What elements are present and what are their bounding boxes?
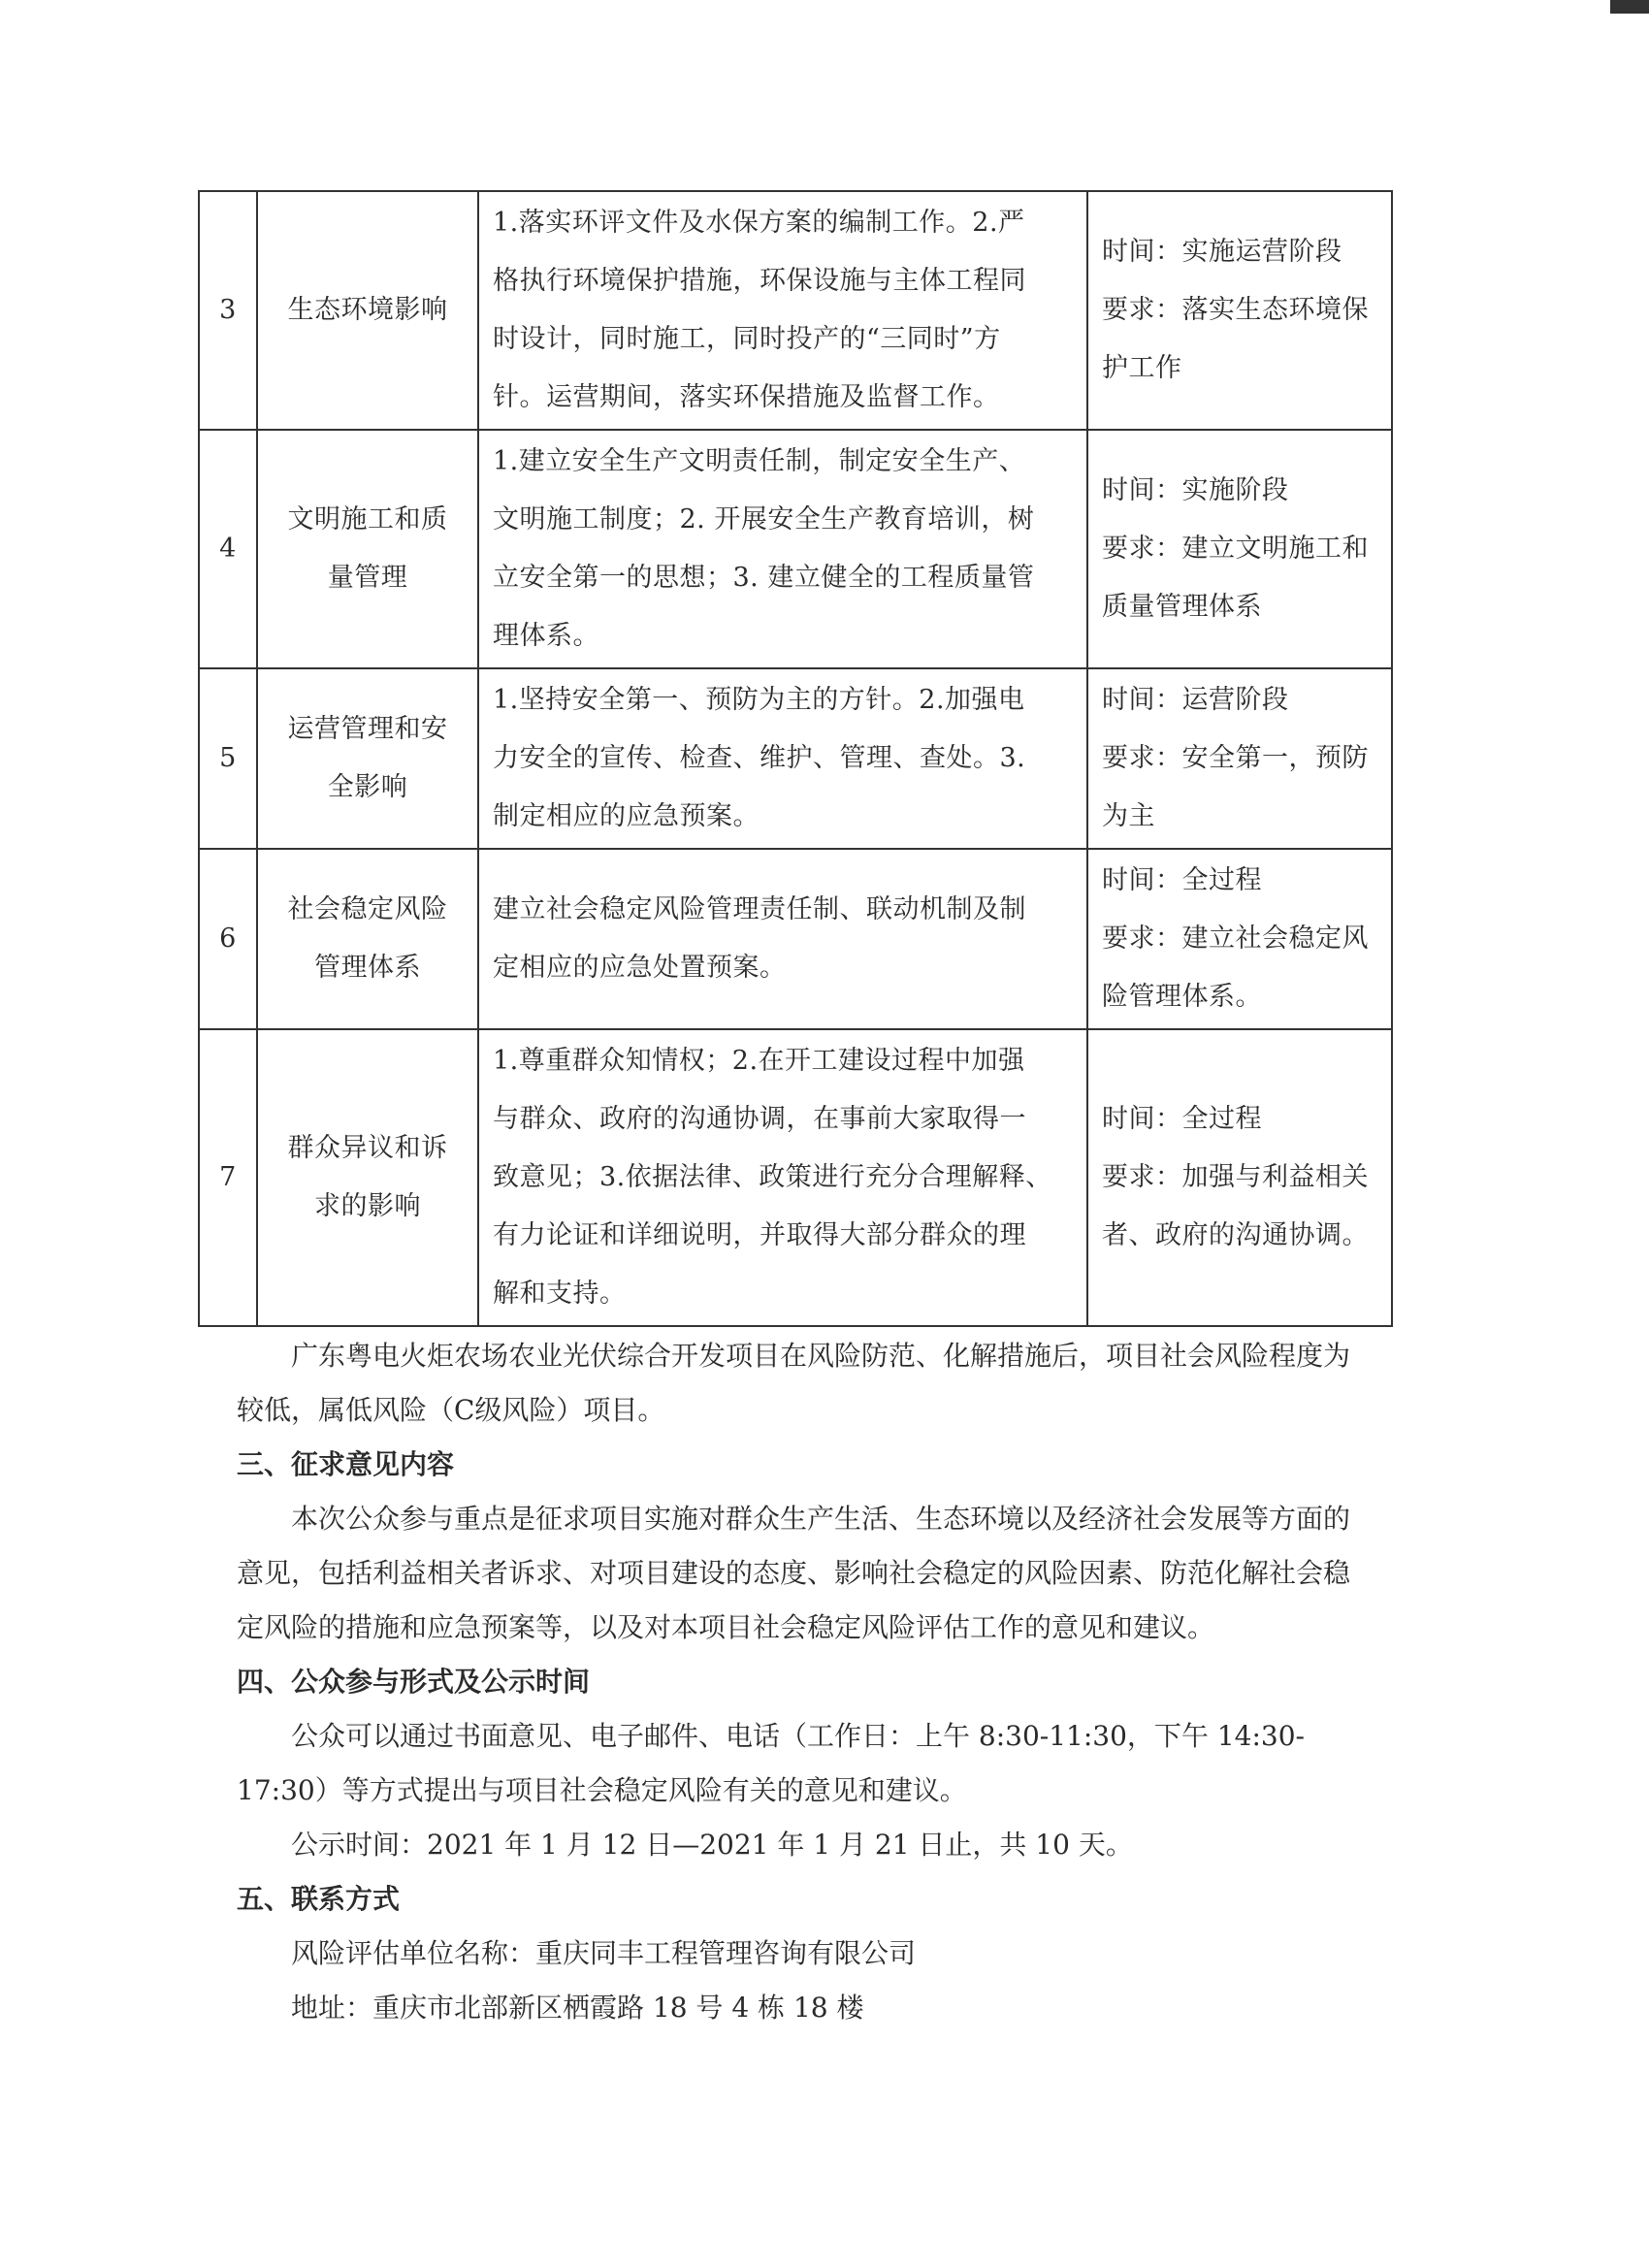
mitigation-measures-line: 理体系。 — [493, 621, 599, 651]
risk-category-line: 文明施工和质 — [287, 504, 448, 535]
mitigation-measures-line: 建立社会稳定风险管理责任制、联动机制及制 — [493, 894, 1026, 924]
risk-category-line: 生态环境影响 — [287, 295, 448, 325]
time-and-requirement-line: 为主 — [1102, 801, 1155, 831]
mitigation-measures-line: 致意见；3.依据法律、政策进行充分合理解释、 — [493, 1162, 1052, 1192]
risk-category — [257, 191, 478, 430]
mitigation-measures-line: 文明施工制度；2. 开展安全生产教育培训，树 — [493, 504, 1035, 535]
table-row — [199, 1029, 1392, 1326]
time-and-requirement-line: 者、政府的沟通协调。 — [1102, 1220, 1369, 1250]
section-5-heading: 五、联系方式 — [237, 1883, 401, 1915]
risk-category-line: 量管理 — [327, 563, 408, 593]
risk-category-line: 全影响 — [327, 772, 408, 802]
assessment-unit-name: 风险评估单位名称：重庆同丰工程管理咨询有限公司 — [291, 1937, 917, 1969]
mitigation-measures-line: 1.落实环评文件及水保方案的编制工作。2.严 — [493, 208, 1025, 238]
assessment-unit-address: 地址：重庆市北部新区栖霞路 18 号 4 栋 18 楼 — [291, 1992, 864, 2024]
mitigation-measures-line: 制定相应的应急预案。 — [493, 801, 760, 831]
row-number: 7 — [199, 1029, 257, 1326]
risk-measures-table — [198, 190, 1393, 1327]
scan-edge-mark — [1610, 0, 1649, 14]
time-and-requirement-line: 要求：建立文明施工和 — [1102, 534, 1369, 564]
mitigation-measures-line: 针。运营期间，落实环保措施及监督工作。 — [493, 382, 1000, 412]
time-and-requirement-line: 护工作 — [1102, 353, 1182, 383]
time-and-requirement-line: 时间：实施阶段 — [1102, 475, 1289, 505]
time-and-requirement-line: 要求：落实生态环境保 — [1102, 295, 1369, 325]
row-number: 5 — [199, 668, 257, 849]
row-number: 6 — [199, 849, 257, 1029]
time-and-requirement — [1087, 849, 1392, 1029]
mitigation-measures-line: 格执行环境保护措施，环保设施与主体工程同 — [493, 266, 1026, 296]
time-and-requirement — [1087, 668, 1392, 849]
mitigation-measures — [478, 191, 1087, 430]
section-4-publicity-period: 公示时间：2021 年 1 月 12 日—2021 年 1 月 21 日止，共 10 天。 — [291, 1829, 1133, 1861]
time-and-requirement-line: 时间：全过程 — [1102, 865, 1262, 895]
mitigation-measures-line: 力安全的宣传、检查、维护、管理、查处。3. — [493, 743, 1026, 773]
row-number: 3 — [199, 191, 257, 430]
time-and-requirement-line: 要求：安全第一，预防 — [1102, 743, 1369, 773]
risk-category — [257, 430, 478, 668]
mitigation-measures — [478, 849, 1087, 1029]
risk-category — [257, 1029, 478, 1326]
mitigation-measures — [478, 668, 1087, 849]
time-and-requirement-line: 要求：建立社会稳定风 — [1102, 923, 1369, 954]
time-and-requirement — [1087, 1029, 1392, 1326]
section-3-heading: 三、征求意见内容 — [237, 1448, 455, 1480]
risk-category-line: 运营管理和安 — [287, 714, 448, 744]
section-3-paragraph: 本次公众参与重点是征求项目实施对群众生产生活、生态环境以及经济社会发展等方面的意见，包括利益相关者诉求、对项目建设的态度、影响社会稳定的风险因素、防范化解社会稳定风险的措施和应急预案等，以及对本项目社会稳定风险评估工作的意见和建议。 — [237, 1503, 1351, 1643]
mitigation-measures-line: 立安全第一的思想；3. 建立健全的工程质量管 — [493, 563, 1035, 593]
time-and-requirement — [1087, 191, 1392, 430]
time-and-requirement-line: 时间：全过程 — [1102, 1104, 1262, 1134]
table-row — [199, 668, 1392, 849]
section-4-heading: 四、公众参与形式及公示时间 — [237, 1666, 591, 1698]
conclusion-paragraph: 广东粤电火炬农场农业光伏综合开发项目在风险防范、化解措施后，项目社会风险程度为较低，属低风险（C级风险）项目。 — [237, 1340, 1351, 1426]
time-and-requirement-line: 要求：加强与利益相关 — [1102, 1162, 1369, 1192]
time-and-requirement-line: 时间：运营阶段 — [1102, 685, 1289, 715]
mitigation-measures — [478, 1029, 1087, 1326]
mitigation-measures-line: 定相应的应急处置预案。 — [493, 953, 787, 983]
risk-category-line: 社会稳定风险 — [287, 894, 448, 924]
mitigation-measures-line: 时设计，同时施工，同时投产的“三同时”方 — [493, 324, 1001, 354]
time-and-requirement — [1087, 430, 1392, 668]
time-and-requirement-line: 时间：实施运营阶段 — [1102, 237, 1342, 267]
section-4-contact-methods: 公众可以通过书面意见、电子邮件、电话（工作日：上午 8:30-11:30，下午 14:30-17:30）等方式提出与项目社会稳定风险有关的意见和建议。 — [237, 1720, 1305, 1806]
table-row — [199, 191, 1392, 430]
mitigation-measures-line: 1.尊重群众知情权；2.在开工建设过程中加强 — [493, 1046, 1025, 1076]
time-and-requirement-line: 质量管理体系 — [1102, 592, 1262, 622]
mitigation-measures-line: 1.建立安全生产文明责任制，制定安全生产、 — [493, 446, 1026, 476]
body-text — [237, 1329, 1362, 2035]
mitigation-measures-line: 与群众、政府的沟通协调，在事前大家取得一 — [493, 1104, 1026, 1134]
risk-category-line: 求的影响 — [314, 1191, 421, 1221]
mitigation-measures — [478, 430, 1087, 668]
risk-category-line: 群众异议和诉 — [287, 1133, 448, 1163]
mitigation-measures-line: 1.坚持安全第一、预防为主的方针。2.加强电 — [493, 685, 1025, 715]
risk-category — [257, 668, 478, 849]
table-row — [199, 849, 1392, 1029]
mitigation-measures-line: 解和支持。 — [493, 1279, 627, 1309]
risk-category — [257, 849, 478, 1029]
mitigation-measures-line: 有力论证和详细说明，并取得大部分群众的理 — [493, 1220, 1026, 1250]
row-number: 4 — [199, 430, 257, 668]
risk-category-line: 管理体系 — [314, 953, 421, 983]
time-and-requirement-line: 险管理体系。 — [1102, 982, 1262, 1012]
table-row — [199, 430, 1392, 668]
